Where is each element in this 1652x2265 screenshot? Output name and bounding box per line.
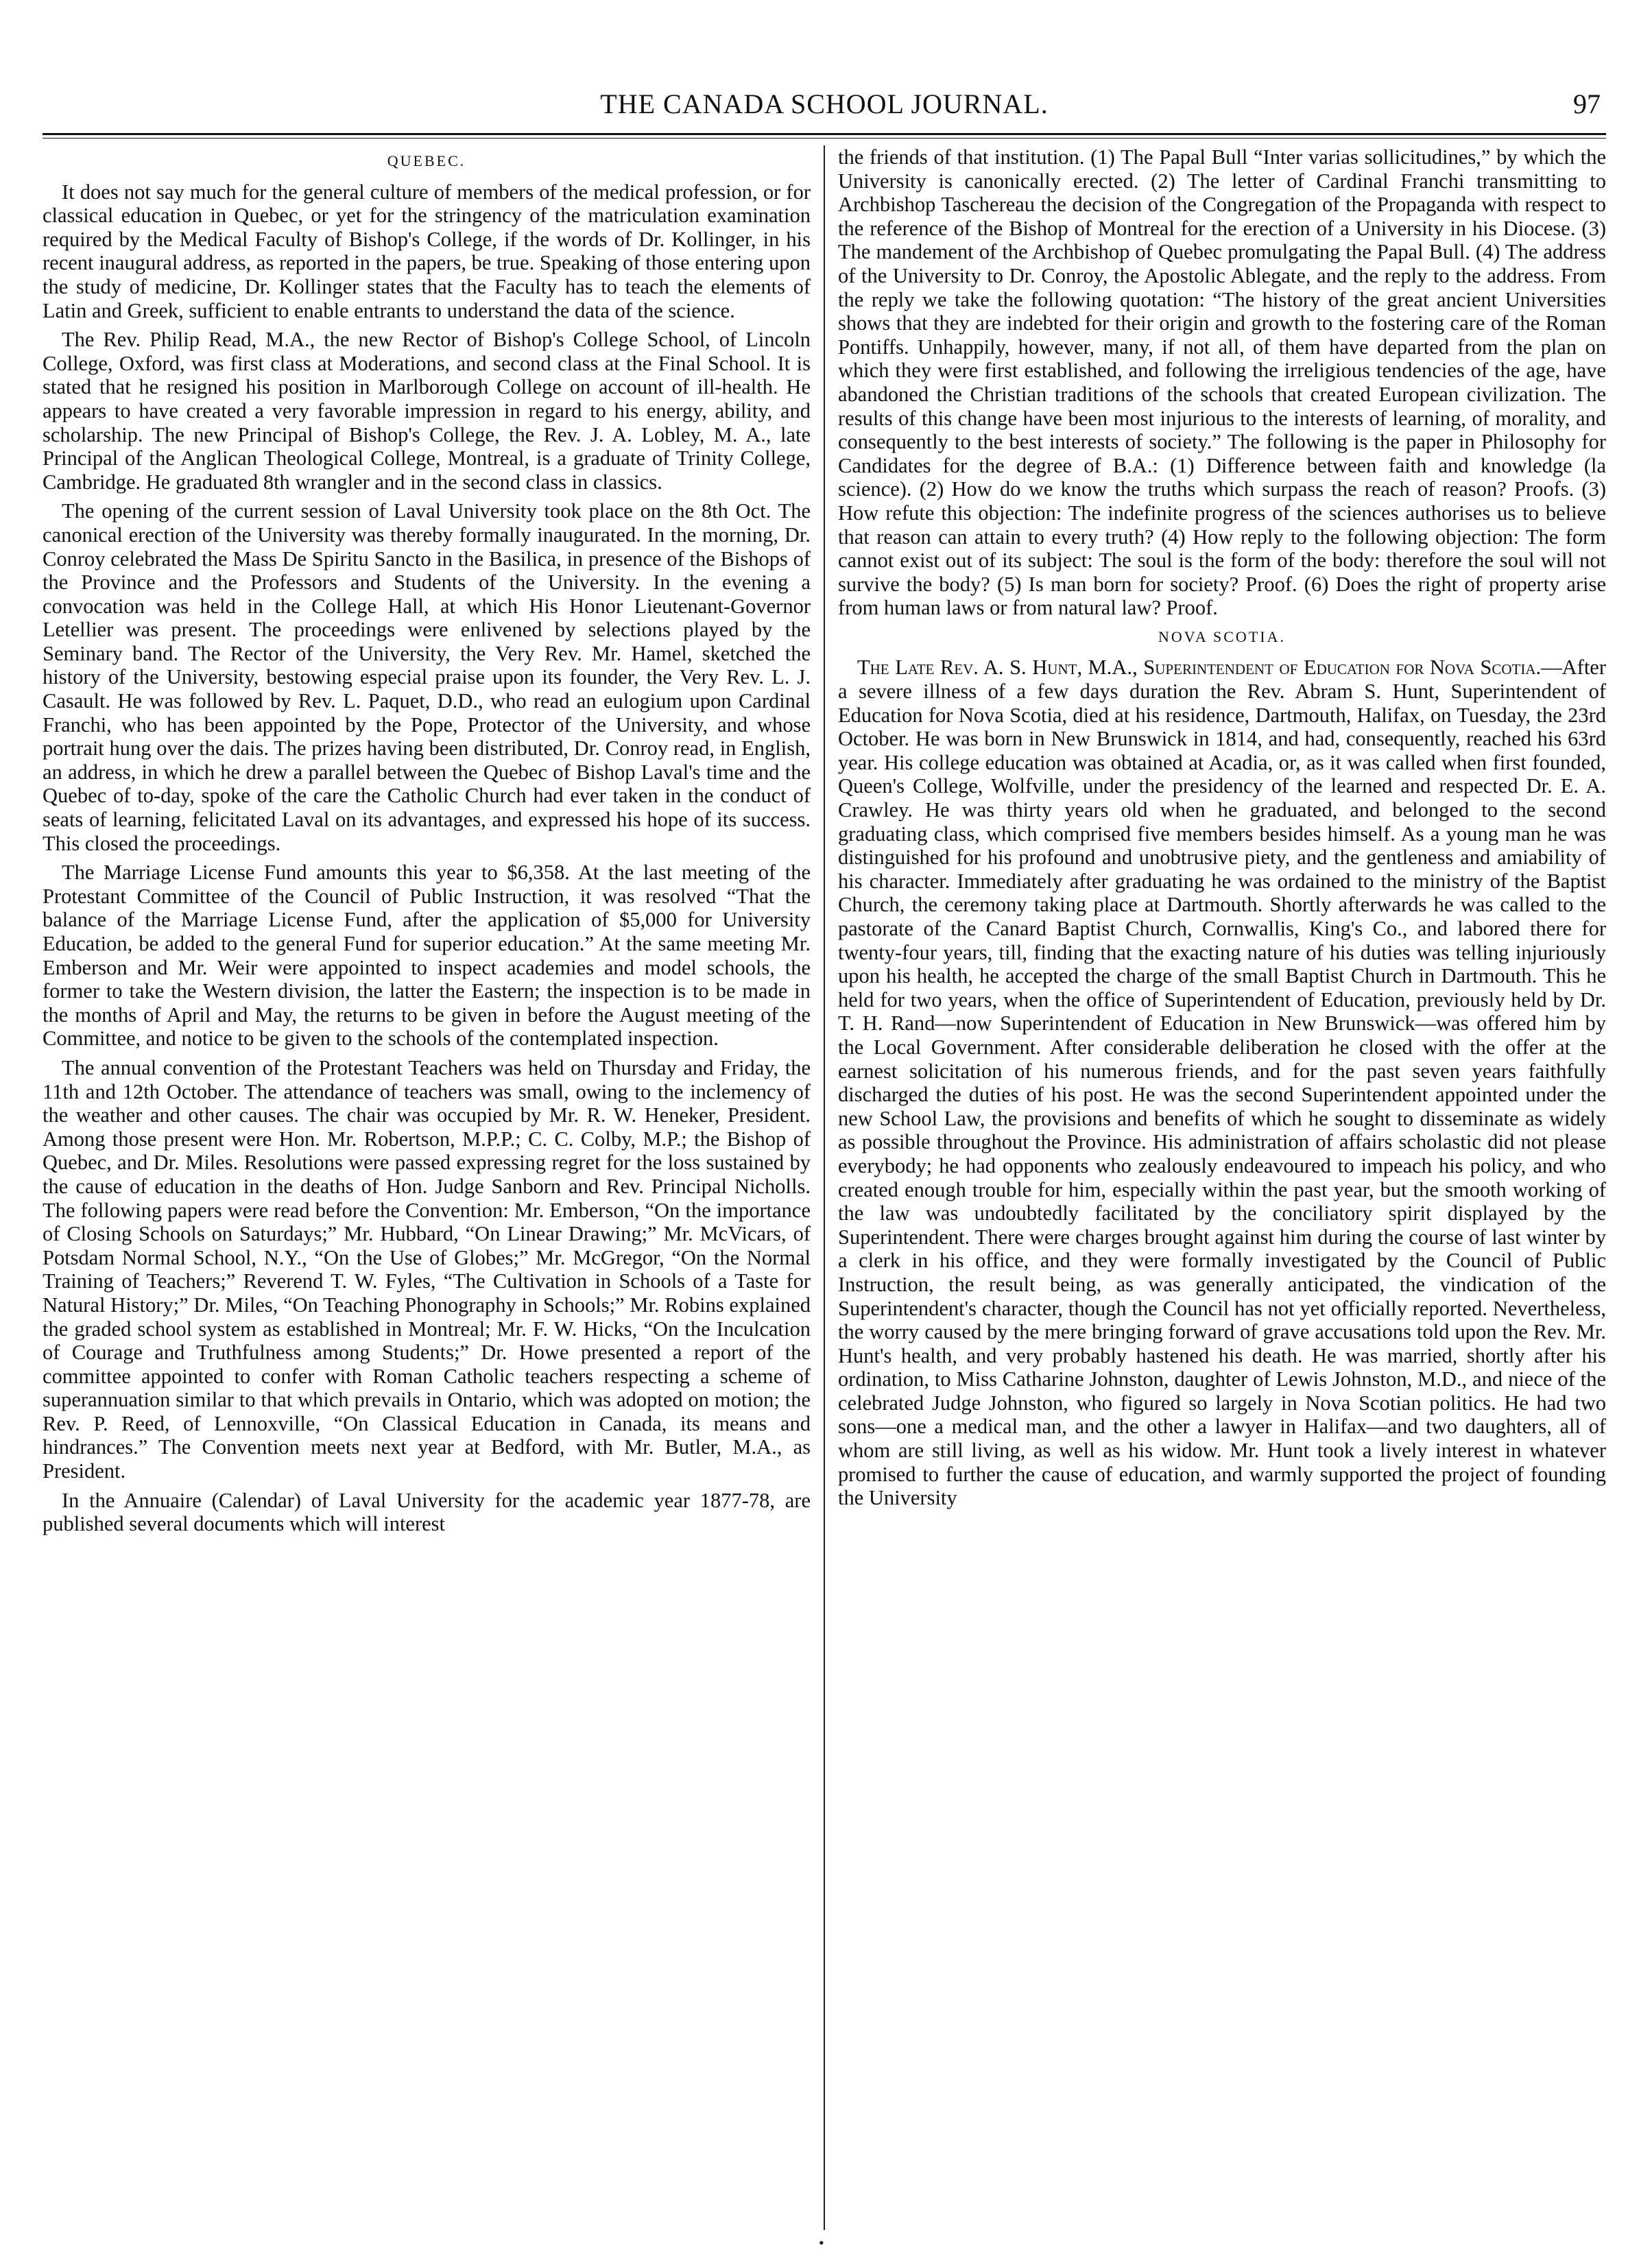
right-column	[838, 145, 1606, 1515]
paragraph: It does not say much for the general culture of members of the medical profession, or for classical education in Quebec, or yet for the stringency of the matriculation examination required by the Medical Faculty of Bishop's College, if the words of Dr. Kollinger, in his recent inaugural address, as reported in the papers, be true. Speaking of those entering upon the study of medicine, Dr. Kollinger states that the Faculty has to teach the elements of Latin and Greek, sufficient to enable entrants to understand the data of the science.	[43, 180, 811, 322]
paragraph: In the Annuaire (Calendar) of Laval University for the academic year 1877-78, are published several documents which will interest	[43, 1488, 811, 1536]
paragraph	[838, 656, 1606, 1509]
page-header	[43, 82, 1606, 130]
header-rule-thin	[43, 138, 1606, 139]
footer-mark: •	[819, 2234, 824, 2251]
column-divider	[824, 145, 825, 2230]
paragraph: The Rev. Philip Read, M.A., the new Rector of Bishop's College School, of Lincoln College, Oxford, was first class at Moderations, and second class at the Final School. It is stated that he resigned his position in Marlborough College on account of ill-health. He appears to have created a very favorable impression in regard to his energy, ability, and scholarship. The new Principal of Bishop's College, the Rev. J. A. Lobley, M. A., late Principal of the Anglican Theological College, Montreal, is a graduate of Trinity College, Cambridge. He graduated 8th wrangler and in the second class in classics.	[43, 328, 811, 494]
paragraph-continued: the friends of that institution. (1) The Papal Bull “Inter varias sollicitudines,” by which the University is canonically erected. (2) The letter of Cardinal Franchi transmitting to Archbishop Taschereau the decision of the Congregation of the Propaganda with respect to the reference of the Bishop of Montreal for the erection of a University in his Diocese. (3) The mandement of the Archbishop of Quebec promulgating the Papal Bull. (4) The address of the University to Dr. Conroy, the Apostolic Ablegate, and the reply to the address. From the reply we take the following quotation: “The history of the great ancient Universities shows that they are indebted for their origin and growth to the fostering care of the Roman Pontiffs. Unhappily, however, many, if not all, of them have departed from the plan on which they were first established, and following the irreligious tendencies of the age, have abandoned the Christian traditions of the schools that created European civilization. The results of this change have been most injurious to the interests of learning, of morality, and consequently to the best interests of society.” The following is the paper in Philosophy for Candidates for the degree of B.A.: (1) Difference between faith and knowledge (la science). (2) How do we know the truths which surpass the reach of reason? Proofs. (3) How refute this objection: The indefinite progress of the sciences authorises us to believe that reason can attain to every truth? (4) How reply to the following objection: The form cannot exist out of its subject: The soul is the form of the body: therefore the soul will not survive the body? (5) Is man born for society? Proof. (6) Does the right of property arise from human laws or from natural law? Proof.	[838, 145, 1606, 620]
paragraph: The Marriage License Fund amounts this year to $6,358. At the last meeting of the Protestant Committee of the Council of Public Instruction, it was resolved “That the balance of the Marriage License Fund, after the application of $5,000 for University Education, be added to the general Fund for superior education.” At the same meeting Mr. Emberson and Mr. Weir were appointed to inspect academies and model schools, the former to take the Western division, the latter the Eastern; the inspection is to be made in the months of April and May, the returns to be given in before the August meeting of the Committee, and notice to be given to the schools of the contemplated inspection.	[43, 861, 811, 1051]
left-column	[43, 145, 811, 1542]
section-heading-nova-scotia: NOVA SCOTIA.	[1158, 627, 1286, 645]
section-heading-quebec: QUEBEC.	[387, 152, 466, 169]
lead-in: The Late Rev. A. S. Hunt, M.A., Superintendent of Education for Nova Scotia.	[857, 656, 1542, 680]
paragraph-body: —After a severe illness of a few days duration the Rev. Abram S. Hunt, Superintendent of Education for Nova Scotia, died at his residence, Dartmouth, Halifax, on Tuesday, the 23rd October. He was born in New Brunswick in 1814, and had, consequently, reached his 63rd year. His college education was obtained at Acadia, or, as it was called when first founded, Queen's College, Wolfville, under the presidency of the learned and respected Dr. E. A. Crawley. He was thirty years old when he graduated, and belonged to the second graduating class, which comprised five members besides himself. As a young man he was distinguished for his profound and unobtrusive piety, and the gentleness and amiability of his character. Immediately after graduating he was ordained to the ministry of the Baptist Church, the ceremony taking place at Dartmouth. Shortly afterwards he was called to the pastorate of the Canard Baptist Church, Cornwallis, King's Co., and labored there for twenty-four years, till, finding that the exacting nature of his duties was telling injuriously upon his health, he accepted the charge of the small Baptist Church in Dartmouth. This he held for two years, when the office of Superintendent of Education, previously held by Dr. T. H. Rand—now Superintendent of Education in New Brunswick—was offered him by the Local Government. After considerable deliberation he closed with the offer at the earnest solicitation of his numerous friends, and for the past seven years faithfully discharged the duties of his post. He was the second Superintendent appointed under the new School Law, the provisions and benefits of which he sought to disseminate as widely as possible throughout the Province. His administration of affairs scholastic did not please everybody; he had opponents who zealously endeavoured to impeach his policy, and who created enough trouble for him, especially within the past year, but the smooth working of the law was undoubtedly facilitated by the conciliatory spirit displayed by the Superintendent. There were charges brought against him during the course of last winter by a clerk in his office, and they were formally investigated by the Council of Public Instruction, the result being, as was generally anticipated, the vindication of the Superintendent's character, though the Council has not yet officially reported. Nevertheless, the worry caused by the mere bringing forward of grave accusations told upon the Rev. Mr. Hunt's health, and very probably hastened his death. He was married, shortly after his ordination, to Miss Catharine Johnston, daughter of Lewis Johnston, M.D., and niece of the celebrated Judge Johnston, who figured so largely in Nova Scotian politics. He had two sons—one a medical man, and the other a lawyer in Halifax—and two daughters, all of whom are still living, as well as his widow. Mr. Hunt took a lively interest in whatever promised to further the cause of education, and warmly supported the project of founding the University	[838, 656, 1606, 1510]
paragraph: The opening of the current session of Laval University took place on the 8th Oct. The canonical erection of the University was thereby formally inaugurated. In the morning, Dr. Conroy celebrated the Mass De Spiritu Sancto in the Basilica, in presence of the Bishops of the Province and the Professors and Students of the University. In the evening a convocation was held in the College Hall, at which His Honor Lieutenant-Governor Letellier was present. The proceedings were enlivened by selections played by the Seminary band. The Rector of the University, the Very Rev. Mr. Hamel, sketched the history of the University, bestowing especial praise upon its founder, the Very Rev. L. J. Casault. He was followed by Rev. L. Paquet, D.D., who read an eulogium upon Cardinal Franchi, who has been appointed by the Pope, Protector of the University, and whose portrait hung over the dais. The prizes having been distributed, Dr. Conroy read, in English, an address, in which he drew a parallel between the Quebec of Bishop Laval's time and the Quebec of to-day, spoke of the care the Catholic Church had ever taken in the conduct of seats of learning, felicitated Laval on its advantages, and expressed his hope of its success. This closed the proceedings.	[43, 499, 811, 855]
paragraph: The annual convention of the Protestant Teachers was held on Thursday and Friday, the 11th and 12th October. The attendance of teachers was small, owing to the inclemency of the weather and other causes. The chair was occupied by Mr. R. W. Heneker, President. Among those present were Hon. Mr. Robertson, M.P.P.; C. C. Colby, M.P.; the Bishop of Quebec, and Dr. Miles. Resolutions were passed expressing regret for the loss sustained by the cause of education in the deaths of Hon. Judge Sanborn and Rev. Principal Nicholls. The following papers were read before the Convention: Mr. Emberson, “On the importance of Closing Schools on Saturdays;” Mr. Hubbard, “On Linear Drawing;” Mr. McVicars, of Potsdam Normal School, N.Y., “On the Use of Globes;” Mr. McGregor, “On the Normal Training of Teachers;” Reverend T. W. Fyles, “The Cultivation in Schools of a Taste for Natural History;” Dr. Miles, “On Teaching Phonography in Schools;” Mr. Robins explained the graded school system as established in Montreal; Mr. F. W. Hicks, “On the Inculcation of Courage and Truthfulness among Students;” Dr. Howe presented a report of the committee appointed to confer with Roman Catholic teachers respecting a scheme of superannuation similar to that which prevails in Ontario, which was adopted on motion; the Rev. P. Reed, of Lennoxville, “On Classical Education in Canada, its means and hindrances.” The Convention meets next year at Bedford, with Mr. Butler, M.A., as President.	[43, 1055, 811, 1483]
page-number: 97	[1573, 88, 1601, 119]
header-rule	[43, 133, 1606, 135]
running-head: THE CANADA SCHOOL JOURNAL.	[600, 88, 1049, 119]
